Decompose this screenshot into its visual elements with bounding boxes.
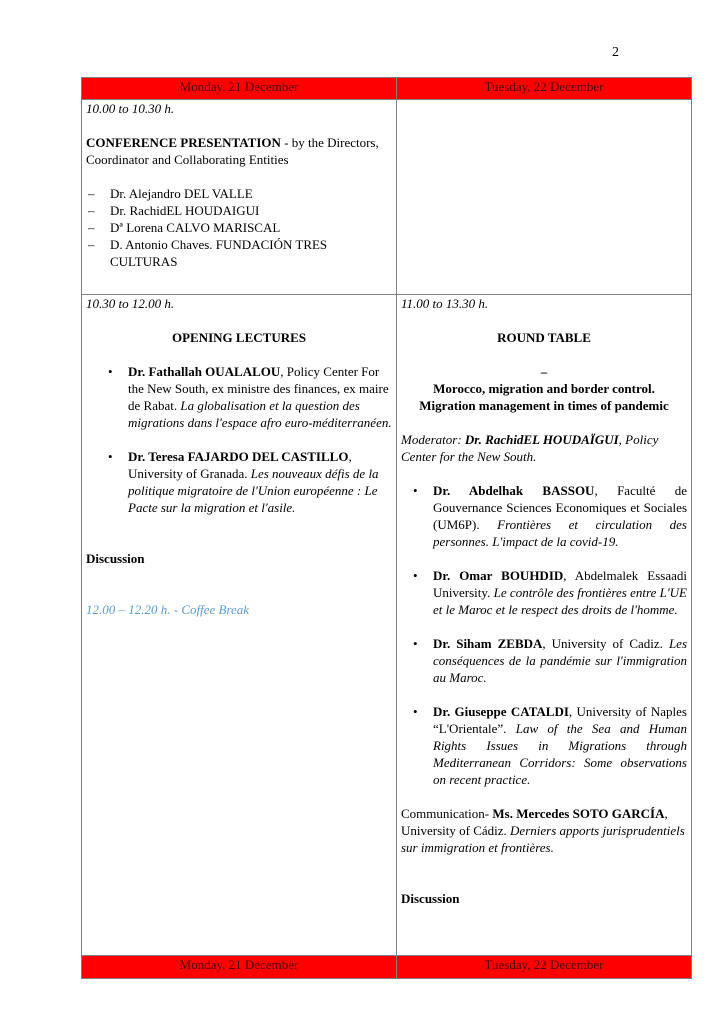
list-item: – Dª Lorena CALVO MARISCAL [110,219,392,236]
empty-cell [397,100,692,295]
list-item: • Dr. Abdelhak BASSOU, Faculté de Gouvernance Sciences Economiques et Sociales (UM6P). Frontières et circulation des personnes. L'impact de la covid-19. [433,482,687,550]
coffee-break: 12.00 – 12.20 h. - Coffee Break [86,602,250,617]
presenters-list [86,185,392,270]
communication: Communication- Ms. Mercedes SOTO GARCÍA, University of Cádiz. Derniers apports jurisprudentiels sur immigration et frontières. [401,806,685,855]
list-item: – Dr. Alejandro DEL VALLE [110,185,392,202]
round-table-heading: ROUND TABLE [497,330,591,345]
session-time: 10.30 to 12.00 h. [86,296,175,311]
session-time: 10.00 to 10.30 h. [86,101,175,116]
round-table-cell [397,295,692,956]
session-time: 11.00 to 13.30 h. [401,296,489,311]
round-table-dash: – [540,364,548,379]
speakers-list [401,482,687,788]
discussion-label: Discussion [86,551,145,566]
session-row-2 [82,295,692,956]
opening-lectures-cell [82,295,397,956]
list-item: – D. Antonio Chaves. FUNDACIÓN TRES CULTURAS [110,236,392,270]
conference-presentation-cell [82,100,397,295]
list-item: • Dr. Giuseppe CATALDI, University of Naples “L'Orientale”. Law of the Sea and Human Rights Issues in Migrations through Mediterranean Corridors: Some observations on recent practice. [433,703,687,788]
program-table [81,77,692,979]
moderator: Moderator: Dr. RachidEL HOUDAÏGUI, Policy Center for the New South. [401,432,659,464]
header-day-tuesday: Tuesday, 22 December [397,78,692,100]
footer-row [82,956,692,979]
header-day-monday: Monday, 21 December [82,78,397,100]
list-item: • Dr. Omar BOUHDID, Abdelmalek Essaadi University. Le contrôle des frontières entre L'UE et le Maroc et le respect des droits de l'homme. [433,567,687,618]
list-item: • Dr. Teresa FAJARDO DEL CASTILLO, University of Granada. Les nouveaux défis de la politique migratoire de l'Union européenne : Le Pacte sur la migration et l'asile. [128,448,392,516]
list-item: – Dr. RachidEL HOUDAIGUI [110,202,392,219]
discussion-label: Discussion [401,891,460,906]
footer-day-tuesday: Tuesday, 22 December [397,956,692,979]
conference-presentation-title: CONFERENCE PRESENTATION - by the Directors, Coordinator and Collaborating Entities [86,135,379,167]
lectures-list [86,363,392,516]
session-row-1 [82,100,692,295]
opening-lectures-heading: OPENING LECTURES [172,330,306,345]
round-table-subtitle: Migration management in times of pandemic [419,398,669,413]
header-row [82,78,692,100]
page-number: 2 [612,45,619,60]
footer-day-monday: Monday, 21 December [82,956,397,979]
list-item: • Dr. Fathallah OUALALOU, Policy Center For the New South, ex ministre des finances, ex maire de Rabat. La globalisation et la question des migrations dans l'espace afro euro-méditerranéen. [128,363,392,431]
list-item: • Dr. Siham ZEBDA, University of Cadiz. Les conséquences de la pandémie sur l'immigration au Maroc. [433,635,687,686]
round-table-subtitle: Morocco, migration and border control. [433,381,655,396]
